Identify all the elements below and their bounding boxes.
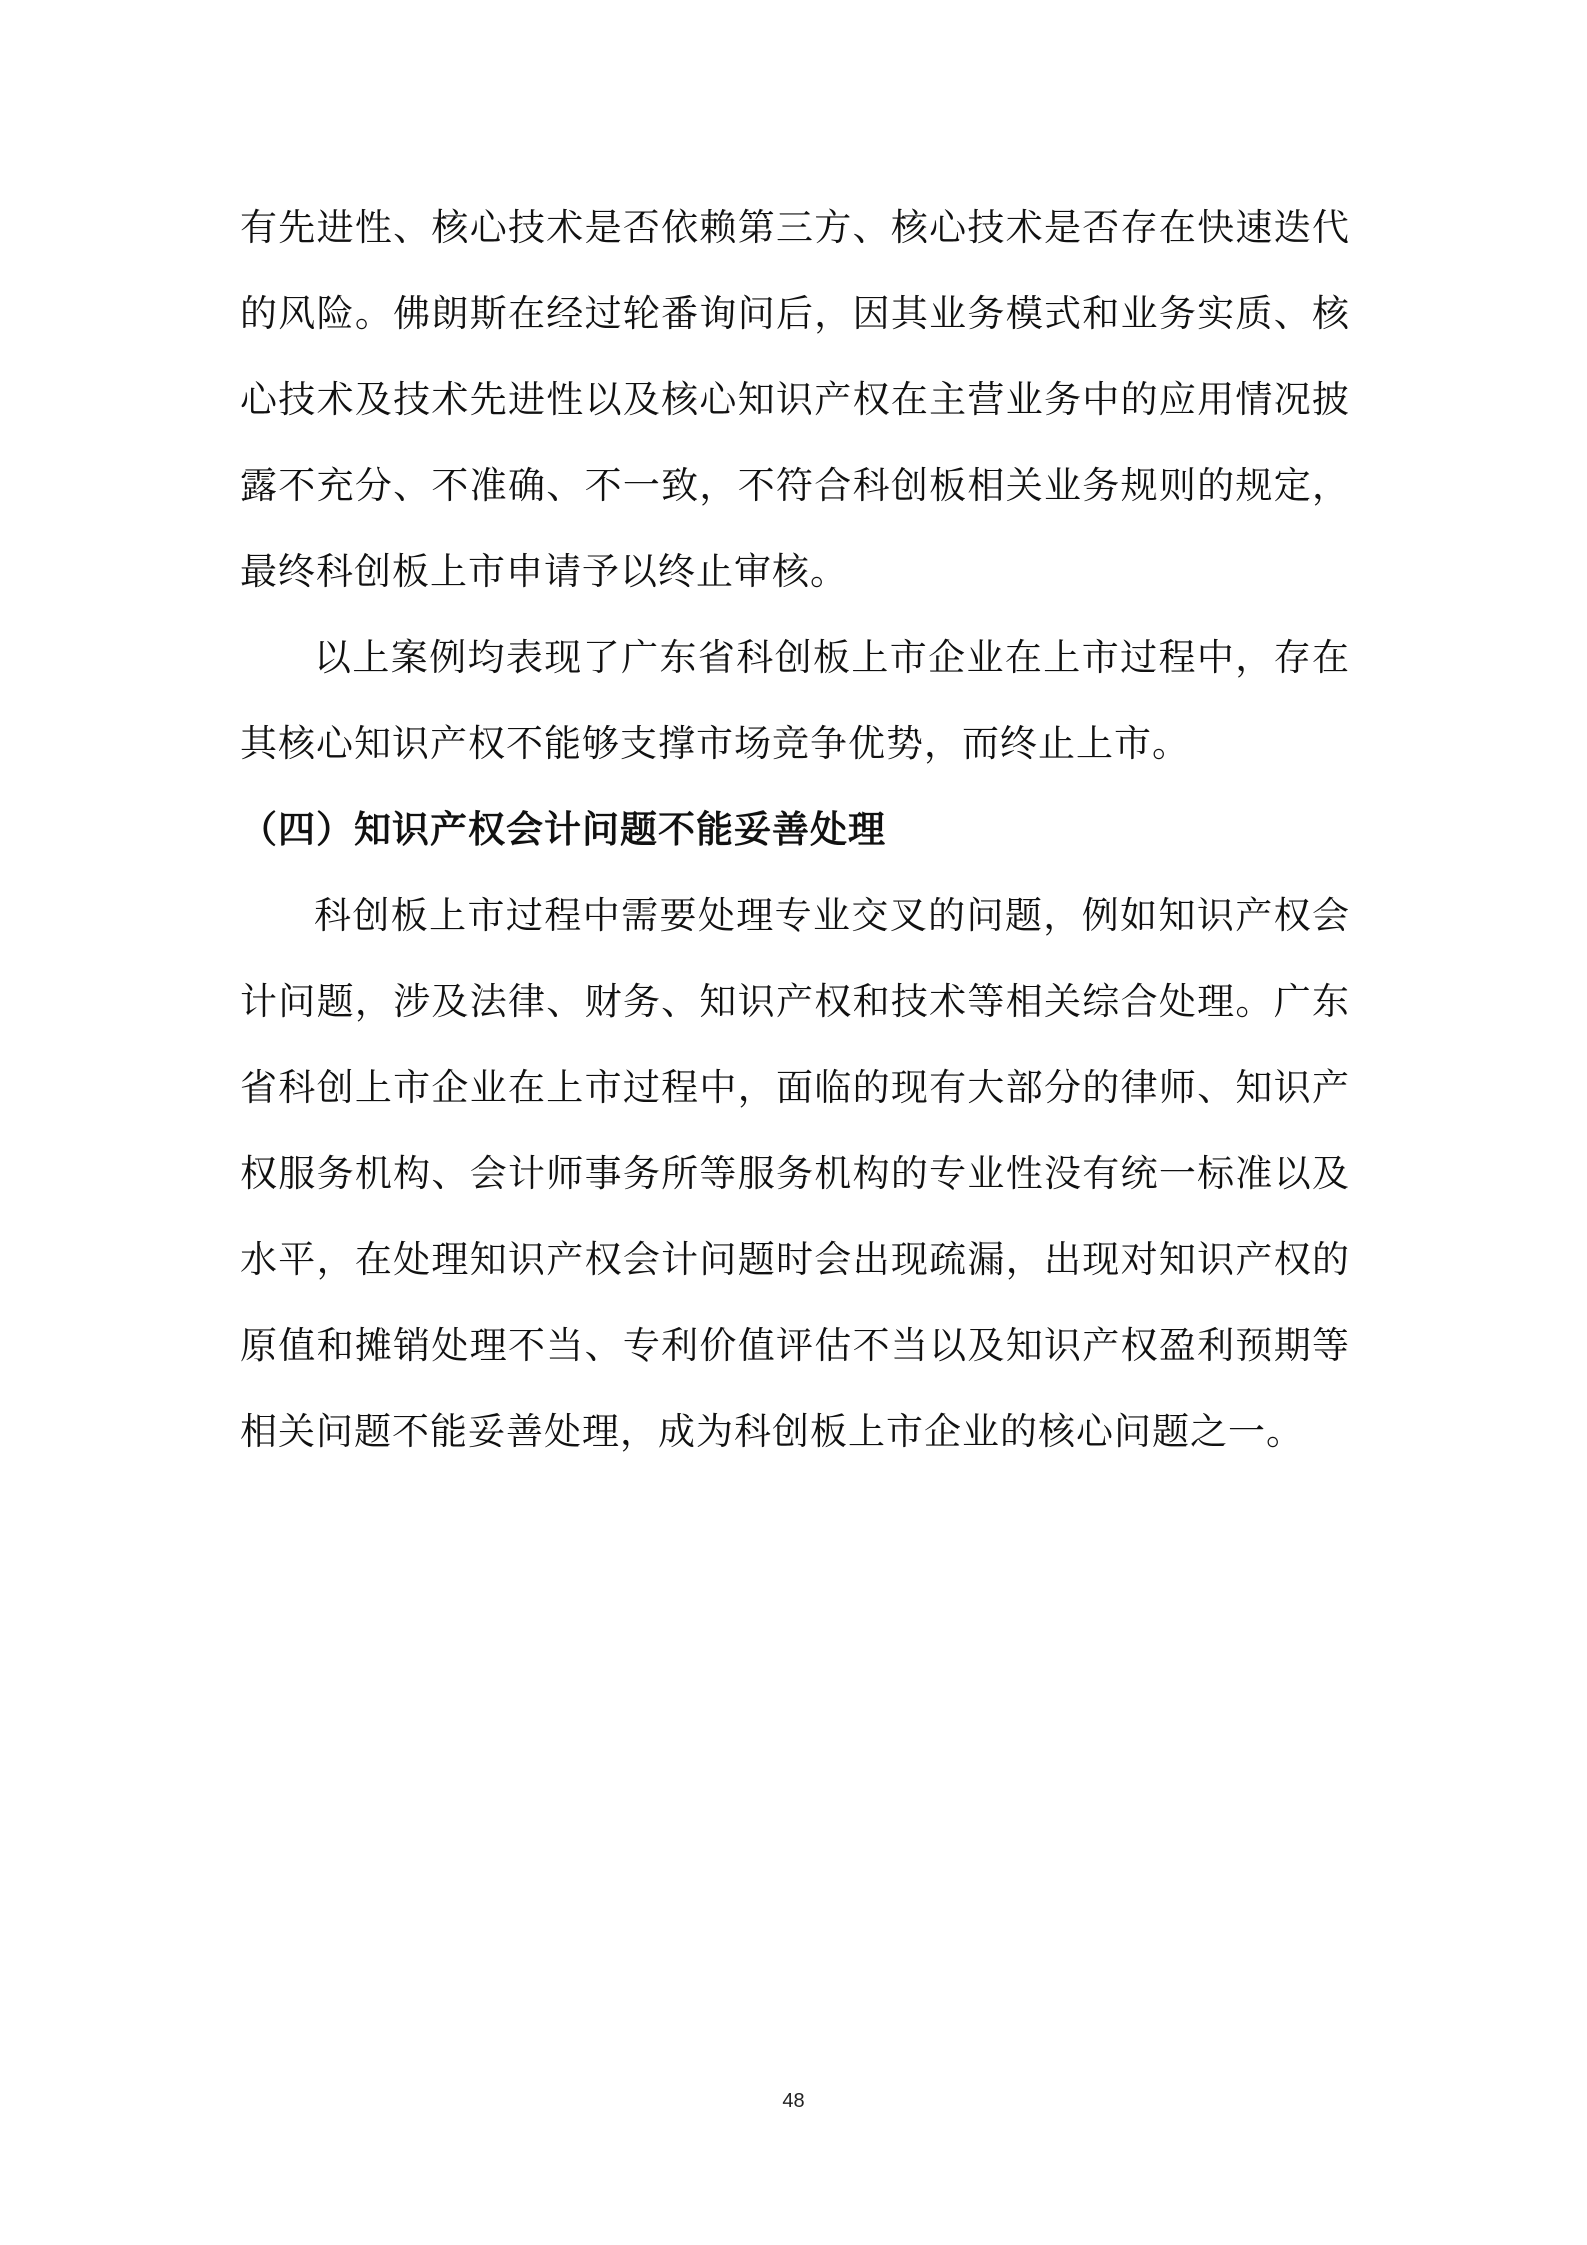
body-paragraph-2: 以上案例均表现了广东省科创板上市企业在上市过程中，存在其核心知识产权不能够支撑市场竞争优势，而终止上市。 bbox=[240, 636, 1350, 765]
body-paragraph-1: 有先进性、核心技术是否依赖第三方、核心技术是否存在快速迭代的风险。佛朗斯在经过轮番询问后，因其业务模式和业务实质、核心技术及技术先进性以及核心知识产权在主营业务中的应用情况披露不充分、不准确、不一致，不符合科创板相关业务规则的规定，最终科创板上市申请予以终止审核。 bbox=[240, 206, 1350, 593]
page-number: 48 bbox=[782, 2090, 805, 2112]
section-heading: （四）知识产权会计问题不能妥善处理 bbox=[240, 808, 886, 851]
body-paragraph-3: 科创板上市过程中需要处理专业交叉的问题，例如知识产权会计问题，涉及法律、财务、知识产权和技术等相关综合处理。广东省科创上市企业在上市过程中，面临的现有大部分的律师、知识产权服务机构、会计师事务所等服务机构的专业性没有统一标准以及水平，在处理知识产权会计问题时会出现疏漏，出现对知识产权的原值和摊销处理不当、专利价值评估不当以及知识产权盈利预期等相关问题不能妥善处理，成为科创板上市企业的核心问题之一。 bbox=[240, 894, 1350, 1453]
document-body bbox=[240, 185, 1350, 1475]
